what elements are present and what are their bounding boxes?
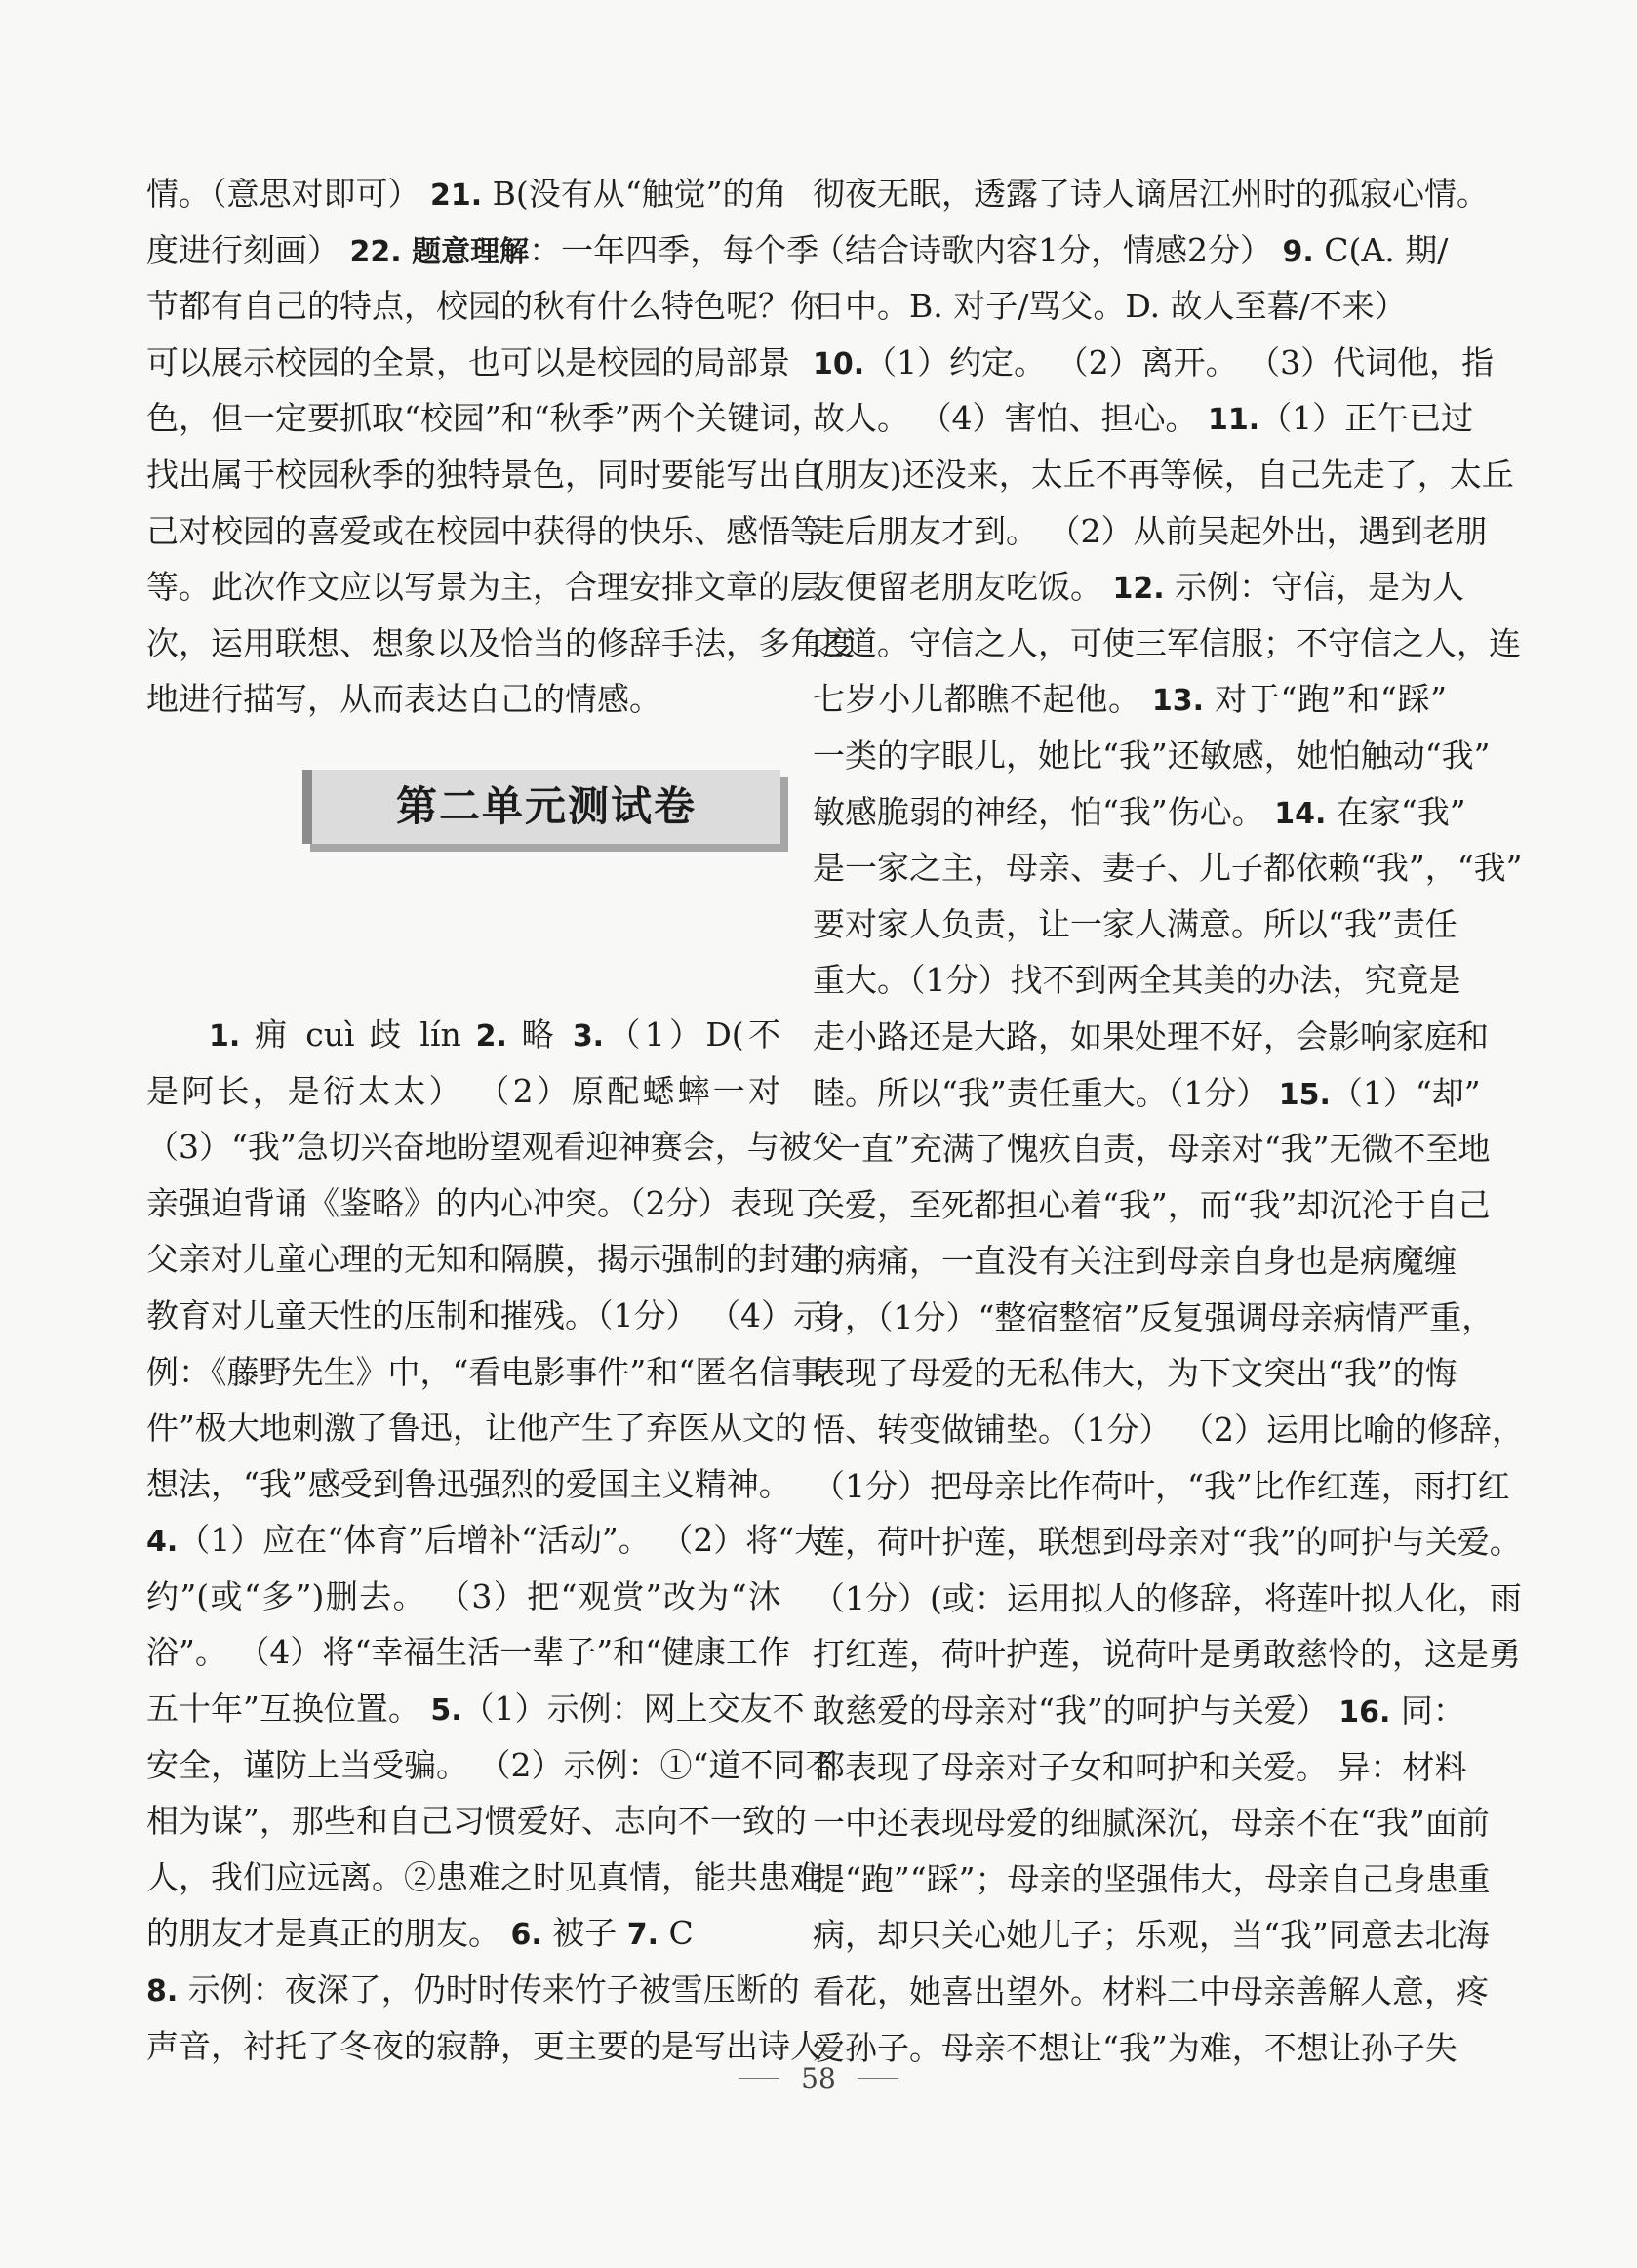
text-line (146, 1456, 791, 1513)
line-text: 身，（1分）“整宿整宿”反复强调母亲病情严重， (813, 1297, 1495, 1336)
line-text: （1分）把母亲比作荷叶，“我”比作红莲，雨打红 (813, 1466, 1510, 1505)
text-line (146, 1737, 838, 1794)
text-line (146, 390, 824, 447)
section-spacer (146, 882, 780, 1007)
line-text: 敏感脆弱的神经，怕“我”伤心。 (813, 792, 1275, 831)
text-line (146, 222, 819, 279)
line-text: 同： (1390, 1691, 1465, 1731)
text-line (813, 784, 1466, 841)
text-line (813, 896, 1457, 953)
text-line (146, 166, 787, 222)
text-line (146, 1850, 822, 1906)
section-title-box (302, 770, 780, 844)
text-line (813, 1739, 1467, 1796)
line-text: 约”(或“多”)删去。 （3）把“观赏”改为“沐 (146, 1576, 780, 1615)
line-text: 故人。 （4）害怕、担心。 (813, 399, 1208, 438)
answer-number: 21. (430, 179, 483, 213)
line-text: 打红莲，荷叶护莲，说荷叶是勇敢慈怜的，这是勇 (813, 1635, 1521, 1674)
section-title: 第二单元测试卷 (302, 770, 780, 844)
line-text: 亲强迫背诵《鉴略》的内心冲突。（2分）表现了 (146, 1183, 827, 1222)
text-line (813, 222, 1447, 279)
line-text: 提“跑”“踩”；母亲的坚强伟大，母亲自己身患重 (813, 1859, 1491, 1898)
line-text: 己对校园的喜爱或在校园中获得的快乐、感悟等 (146, 511, 822, 550)
line-text: 重大。（1分）找不到两全其美的办法，究竟是 (813, 961, 1461, 1000)
line-text: （3）“我”急切兴奋地盼望观看迎神赛会，与被父 (146, 1128, 844, 1167)
line-text: 痈 cuì 歧 lín (240, 1015, 476, 1054)
text-line (813, 1121, 1491, 1177)
text-line (813, 1571, 1522, 1627)
line-text: 七岁小儿都瞧不起他。 (813, 680, 1152, 719)
line-text: 想法，“我”感受到鲁迅强烈的爱国主义精神。 (146, 1464, 791, 1503)
line-text: 莲，荷叶护莲，联想到母亲对“我”的呵护与关爱。 (813, 1523, 1522, 1562)
line-text: 人，我们应远离。②患难之时见真情，能共患难 (146, 1857, 822, 1896)
line-text: 是一家之主，母亲、妻子、儿子都依赖“我”，“我” (813, 849, 1523, 888)
line-text: 等。此次作文应以写景为主，合理安排文章的层 (146, 568, 822, 607)
line-text: 浴”。 （4）将“幸福生活一辈子”和“健康工作 (146, 1633, 790, 1672)
line-text: 色，但一定要抓取“校园”和“秋季”两个关键词， (146, 399, 824, 438)
line-text: （结合诗歌内容1分，情感2分） (813, 230, 1283, 269)
answer-number: 15. (1278, 1077, 1331, 1112)
text-line (146, 559, 822, 616)
text-line (813, 616, 1521, 672)
text-line (146, 1344, 824, 1401)
line-text: 略 (506, 1015, 573, 1054)
text-line (146, 1962, 800, 2018)
line-text: 可以展示校园的全景，也可以是校园的局部景 (146, 342, 790, 381)
line-text: 度进行刻画） (146, 230, 350, 269)
line-text: 是阿长，是衍太太） （2）原配蟋蟀一对 (146, 1071, 780, 1110)
line-text: 次，运用联想、想象以及恰当的修辞手法，多角度 (146, 623, 855, 662)
line-text: 日中。B. 对子/骂父。D. 故人至暮/不来） (813, 287, 1407, 326)
line-text: 看花，她喜出望外。材料二中母亲善解人意，疼 (813, 1972, 1489, 2010)
text-line (146, 278, 822, 335)
answer-number: 7. (626, 1918, 659, 1953)
answer-number: 8. (146, 1974, 179, 2009)
answer-number: 2. (475, 1018, 507, 1054)
text-line (146, 1288, 825, 1344)
line-text: 爱孙子。母亲不想让“我”为难，不想让孙子失 (813, 2028, 1457, 2067)
text-line (813, 166, 1489, 222)
left-text-block-bottom (146, 1007, 844, 2074)
text-line (146, 1905, 780, 1962)
answer-number: 11. (1207, 403, 1260, 438)
text-line (813, 1177, 1491, 1234)
line-text: 找出属于校园秋季的独特景色，同时要能写出自 (146, 455, 822, 494)
text-line (146, 503, 822, 560)
text-line (813, 1233, 1457, 1290)
text-line (813, 503, 1488, 560)
line-text: 安全，谨防上当受骗。 （2）示例：①“道不同不 (146, 1745, 838, 1784)
text-line (146, 1624, 790, 1681)
answer-number: 13. (1151, 684, 1204, 719)
line-text: 例：《藤野先生》中，“看电影事件”和“匿名信事 (146, 1352, 824, 1391)
line-text: 被子 (541, 1914, 627, 1953)
text-line (813, 728, 1491, 784)
line-text: 病，却只关心她儿子；乐观，当“我”同意去北海 (813, 1916, 1490, 1955)
text-line (813, 1065, 1481, 1122)
answer-number: 16. (1338, 1695, 1391, 1731)
text-line (146, 1063, 780, 1120)
text-line (813, 1514, 1522, 1571)
line-text: 声音，衬托了冬夜的寂静，更主要的是写出诗人 (146, 2026, 822, 2065)
text-line (146, 1007, 780, 1063)
line-text: （1）正午已过 (1259, 399, 1474, 438)
text-line (813, 1626, 1521, 1683)
line-text: 的病痛，一直没有关注到母亲自身也是病魔缠 (813, 1242, 1457, 1281)
text-line (146, 1400, 807, 1456)
answer-number: 9. (1282, 234, 1314, 269)
line-text: （1）“却” (1330, 1073, 1481, 1112)
text-line (813, 559, 1465, 616)
footer-rule-left (739, 2078, 779, 2079)
line-text: 走小路还是大路，如果处理不好，会影响家庭和 (813, 1016, 1489, 1055)
line-text: 敢慈爱的母亲对“我”的呵护与关爱） (813, 1691, 1339, 1731)
page-footer (0, 2058, 1637, 2097)
answer-number: 5. (430, 1693, 462, 1729)
answer-number: 4. (146, 1525, 179, 1560)
text-line (146, 335, 790, 391)
line-text: （1）D(不 (604, 1015, 781, 1054)
line-text: 对于“跑”和“踩” (1204, 680, 1447, 719)
text-line (146, 1512, 827, 1569)
line-text: ：一年四季，每个季 (529, 230, 819, 269)
answer-number: 14. (1274, 796, 1327, 831)
answer-number: 10. (813, 346, 865, 381)
text-line (813, 390, 1474, 447)
text-line (146, 447, 822, 503)
right-column (813, 166, 1524, 2076)
text-line (813, 1795, 1490, 1851)
answer-number: 12. (1112, 572, 1165, 607)
line-text: 情。（意思对即可） (146, 175, 430, 213)
line-text: 相为谋”，那些和自己习惯爱好、志向不一致的 (146, 1802, 807, 1841)
line-text: 彻夜无眠，透露了诗人谪居江州时的孤寂心情。 (813, 175, 1489, 213)
answer-number: 3. (572, 1018, 605, 1054)
text-line (146, 1175, 827, 1232)
text-line (813, 1009, 1489, 1065)
line-text: （1分）(或：运用拟人的修辞，将莲叶拟人化，雨 (813, 1578, 1522, 1617)
answer-number: 1. (209, 1018, 241, 1054)
line-text: 示例：夜深了，仍时时传来竹子被雪压断的 (178, 1970, 800, 2009)
line-text: （1）约定。 （2）离开。 （3）代词他，指 (864, 342, 1495, 381)
line-text: 走后朋友才到。 （2）从前吴起外出，遇到老朋 (813, 511, 1488, 550)
text-line (813, 447, 1514, 503)
line-text: 关爱，至死都担心着“我”，而“我”却沉沦于自己 (813, 1185, 1491, 1224)
text-line (146, 671, 780, 728)
text-line (146, 1569, 780, 1625)
answer-number: 6. (510, 1918, 542, 1953)
text-line (813, 335, 1495, 391)
line-text: 件”极大地刺激了鲁迅，让他产生了弃医从文的 (146, 1409, 807, 1448)
line-text: C(A. 期/ (1313, 230, 1449, 269)
text-line (813, 1345, 1457, 1402)
line-text: 悟、转变做铺垫。（1分） （2）运用比喻的修辞， (813, 1411, 1524, 1450)
text-line (813, 952, 1461, 1009)
text-line (813, 1290, 1495, 1346)
text-line (813, 278, 1447, 335)
line-text: 要对家人负责，让一家人满意。所以“我”责任 (813, 904, 1457, 943)
line-text: （1）示例：网上交友不 (461, 1690, 805, 1729)
line-text: 表现了母爱的无私伟大，为下文突出“我”的悔 (813, 1354, 1457, 1393)
line-text: B(没有从“触觉”的角 (482, 175, 787, 213)
line-text: 在家“我” (1326, 792, 1466, 831)
line-text: 五十年”互换位置。 (146, 1690, 431, 1729)
text-line (146, 1793, 807, 1850)
line-text: 之道。守信之人，可使三军信服；不守信之人，连 (813, 623, 1521, 662)
line-text: 教育对儿童天性的压制和摧残。（1分） （4）示 (146, 1295, 825, 1334)
text-line (146, 1119, 844, 1175)
text-line (146, 1231, 822, 1288)
text-line (813, 1907, 1490, 1964)
line-text: 示例：守信，是为人 (1164, 568, 1465, 607)
text-line (813, 1458, 1510, 1515)
text-line (146, 616, 855, 672)
line-text: C (659, 1914, 694, 1953)
line-text: 一中还表现母爱的细腻深沉，母亲不在“我”面前 (813, 1804, 1490, 1843)
line-text: （1）应在“体育”后增补“活动”。 （2）将“大 (178, 1521, 827, 1560)
line-text: 地进行描写，从而表达自己的情感。 (146, 680, 661, 719)
line-text: 节都有自己的特点，校园的秋有什么特色呢？你 (146, 287, 822, 326)
line-text: 一类的字眼儿，她比“我”还敏感，她怕触动“我” (813, 736, 1491, 775)
footer-rule-right (858, 2078, 898, 2079)
line-text: 父亲对儿童心理的无知和隔膜，揭示强制的封建 (146, 1240, 822, 1279)
text-line (813, 671, 1447, 728)
text-line (813, 1683, 1465, 1739)
answer-number: 22. 题意理解 (349, 234, 530, 269)
text-line (813, 1851, 1491, 1908)
line-text: 睦。所以“我”责任重大。（1分） (813, 1073, 1279, 1112)
page-number: 58 (801, 2061, 836, 2094)
text-line (146, 1681, 805, 1737)
line-text: 友便留老朋友吃饭。 (813, 568, 1113, 607)
text-line (813, 1964, 1489, 2020)
line-text: 都表现了母亲对子女和呵护和关爱。 异：材料 (813, 1747, 1467, 1786)
text-line (813, 1402, 1524, 1458)
line-text: (朋友)还没来，太丘不再等候，自己先走了，太丘 (813, 455, 1514, 494)
line-text: 的朋友才是真正的朋友。 (146, 1914, 511, 1953)
right-text-block (813, 166, 1524, 2076)
text-line (813, 840, 1523, 896)
line-text: “一直”充满了愧疚自责，母亲对“我”无微不至地 (813, 1130, 1491, 1169)
section-title-area (146, 728, 780, 882)
